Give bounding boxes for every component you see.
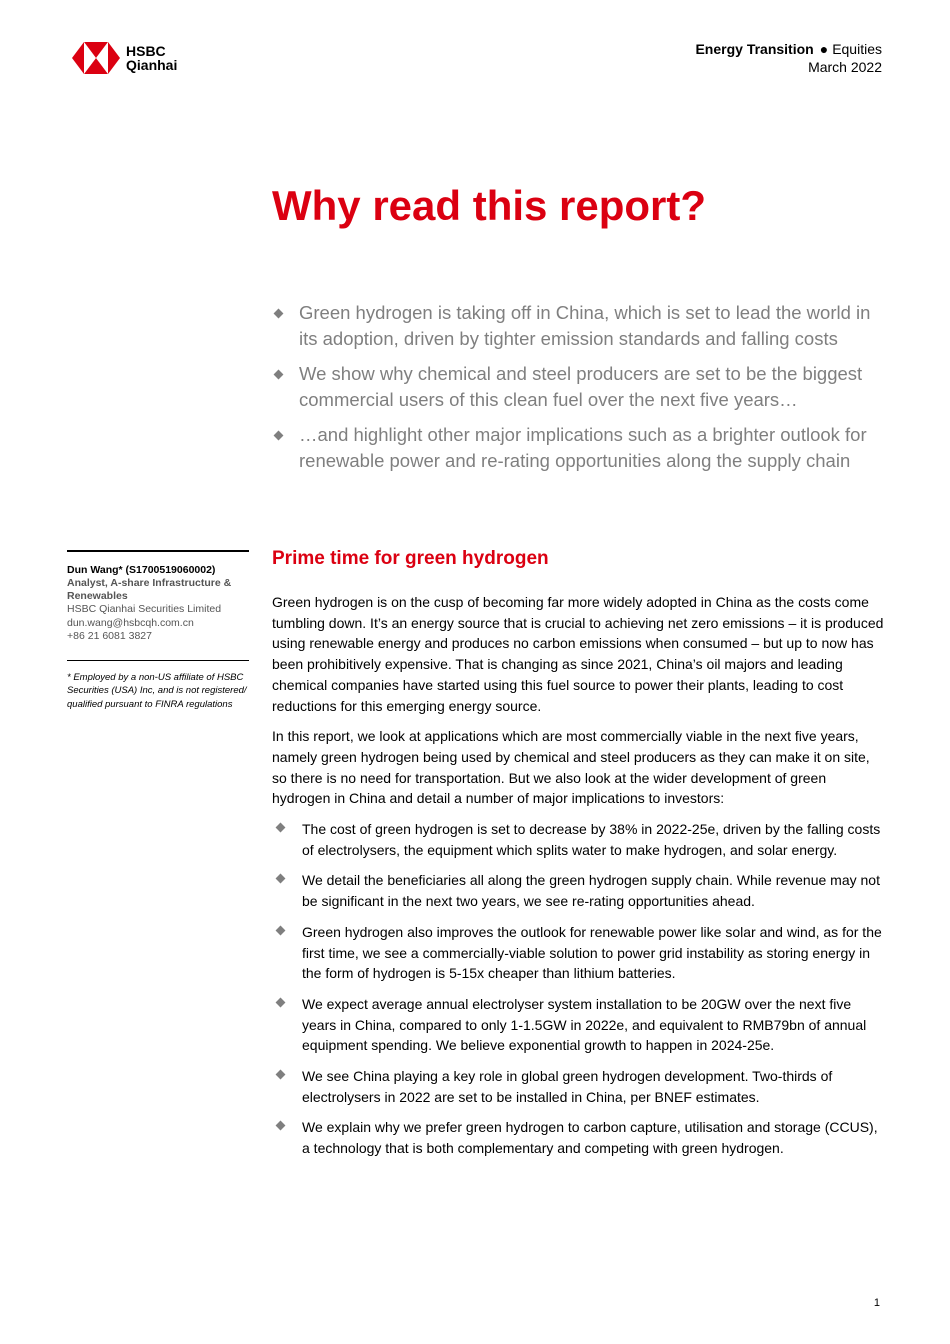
page-title: Why read this report? [272, 182, 707, 229]
summary-item [272, 361, 892, 413]
summary-text: …and highlight other major implications such as a brighter outlook for renewable power and re-rating opportunities along the supply chain [299, 424, 867, 471]
analyst-role: Analyst, A-share Infrastructure & Renewables [67, 577, 232, 602]
summary-item [272, 422, 892, 474]
list-item-text: Green hydrogen also improves the outlook for renewable power like solar and wind, as for the first time, we see a commercially-viable solution to power grid instability as storing energy in the form of hydrogen is 5-15x cheaper than lithium batteries. [302, 923, 882, 982]
report-header-meta [695, 40, 882, 76]
list-item [272, 1066, 884, 1107]
body-paragraph: Green hydrogen is on the cusp of becoming far more widely adopted in China as the costs come tumbling down. It’s an energy source that is crucial to achieving net zero emissions – it is produced using renewable energy and produces no carbon emissions when consumed – but up to now has been prohibitively expensive. That is changing as since 2021, China’s oil majors and leading chemical companies have started using this fuel source to power their plants, leading to cost reductions for this emerging energy source. [272, 594, 884, 714]
analyst-email[interactable]: dun.wang@hsbcqh.com.cn [67, 616, 194, 629]
sidebar-divider-thin [67, 660, 249, 661]
list-item [272, 1117, 884, 1158]
implications-list [272, 819, 884, 1159]
logo-line-2: Qianhai [126, 57, 178, 73]
diamond-bullet-icon [274, 431, 284, 441]
body-paragraph: In this report, we look at applications which are most commercially viable in the next five years, namely green hydrogen being used by chemical and steel producers as they can make it on site, so there is no need for transportation. But we also look at the wider development of green hydrogen in China and detail a number of major implications to investors: [272, 728, 870, 807]
sidebar-divider [67, 550, 249, 552]
analyst-sidebar [67, 550, 249, 711]
analyst-phone: +86 21 6081 3827 [67, 630, 152, 642]
report-topic: Energy Transition [695, 41, 814, 57]
list-item [272, 870, 884, 911]
logo-text [126, 44, 177, 72]
diamond-bullet-icon [276, 1070, 286, 1080]
list-item-text: The cost of green hydrogen is set to decrease by 38% in 2022-25e, driven by the falling costs of electrolysers, the equipment which splits water to make hydrogen, and solar energy. [302, 821, 881, 858]
list-item [272, 922, 884, 984]
diamond-bullet-icon [276, 874, 286, 884]
page-number: 1 [873, 1297, 880, 1309]
diamond-bullet-icon [274, 370, 284, 380]
diamond-bullet-icon [276, 823, 286, 833]
report-category: Equities [832, 41, 882, 57]
bullet-dot-icon: ● [819, 41, 829, 57]
analyst-name: Dun Wang* (S1700519060002) [67, 564, 216, 576]
summary-text: Green hydrogen is taking off in China, which is set to lead the world in its adoption, driven by tighter emission standards and falling costs [299, 302, 871, 349]
list-item [272, 994, 884, 1056]
diamond-bullet-icon [276, 925, 286, 935]
list-item-text: We explain why we prefer green hydrogen to carbon capture, utilisation and storage (CCUS), a technology that is both complementary and competing with green hydrogen. [302, 1119, 878, 1157]
main-content [272, 546, 884, 1169]
diamond-bullet-icon [276, 1121, 286, 1131]
hsbc-logo [72, 42, 177, 74]
list-item-text: We detail the beneficiaries all along the green hydrogen supply chain. While revenue may not be significant in the next two years, we see re-rating opportunities ahead. [302, 872, 880, 910]
analyst-disclaimer: * Employed by a non-US affiliate of HSBC Securities (USA) Inc, and is not registered/ qualified pursuant to FINRA regulations [67, 671, 247, 710]
summary-text: We show why chemical and steel producers are set to be the biggest commercial users of this clean fuel over the next five years… [299, 363, 863, 410]
logo-line-1: HSBC [126, 43, 166, 59]
section-title: Prime time for green hydrogen [272, 548, 549, 569]
summary-list [272, 300, 892, 483]
hsbc-hexagon-icon [72, 42, 120, 74]
diamond-bullet-icon [274, 309, 284, 319]
analyst-company: HSBC Qianhai Securities Limited [67, 603, 222, 615]
report-date: March 2022 [808, 59, 882, 75]
diamond-bullet-icon [276, 998, 286, 1008]
summary-item [272, 300, 892, 352]
list-item-text: We expect average annual electrolyser system installation to be 20GW over the next five years in China, compared to only 1-1.5GW in 2022e, and equivalent to RMB79bn of annual equipment spending. We believe exponential growth to happen in 2024-25e. [302, 995, 867, 1054]
list-item [272, 819, 884, 860]
list-item-text: We see China playing a key role in global green hydrogen development. Two-thirds of electrolysers in 2022 are set to be installed in China, per BNEF estimates. [302, 1068, 833, 1105]
